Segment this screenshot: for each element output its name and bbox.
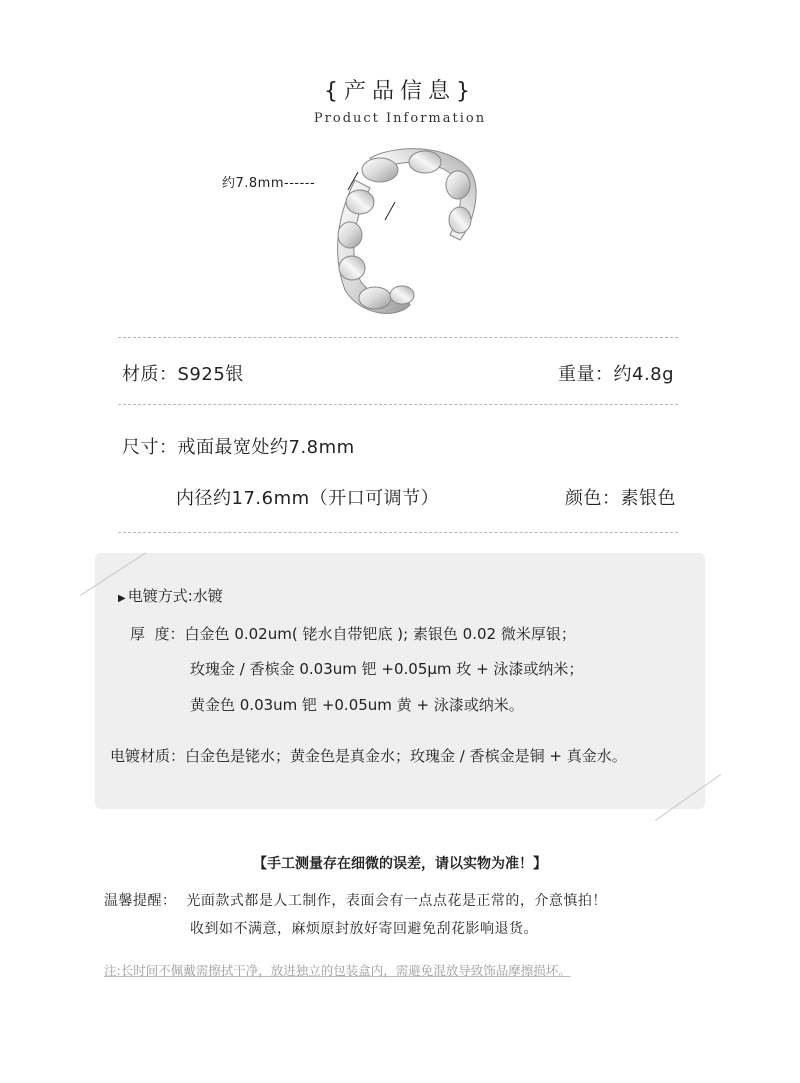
size-spec-line1: 尺寸：戒面最宽处约7.8mm (122, 437, 355, 458)
handmade-notice: 【手工测量存在细微的误差，请以实物为准！】 (253, 856, 547, 872)
size-spec-line2: 内径约17.6mm（开口可调节） (176, 488, 440, 509)
ring-image (300, 140, 500, 330)
page-subtitle: Product Information (313, 111, 487, 126)
ring-width-label: 约7.8mm------ (222, 176, 316, 191)
page-title: {产品信息} (324, 79, 476, 104)
thickness-label: 厚 度： (130, 625, 185, 643)
material-spec: 材质：S925银 (122, 364, 244, 385)
plating-method: ▶ 电镀方式:水镀 (118, 587, 223, 605)
separator-3 (118, 532, 678, 533)
plating-thickness-line2: 玫瑰金 / 香槟金 0.03um 钯 +0.05μm 玫 + 泳漆或纳米； (190, 660, 584, 678)
plating-thickness-line1: 厚 度：白金色 0.02um( 铑水自带钯底 ); 素银色 0.02 微米厚银； (130, 625, 576, 643)
color-spec: 颜色：素银色 (565, 488, 676, 509)
plating-thickness-line3: 黄金色 0.03um 钯 +0.05um 黄 + 泳漆或纳米。 (190, 696, 524, 714)
tip-line-2: 收到如不满意，麻烦原封放好寄回避免刮花影响退货。 (190, 921, 538, 937)
separator-2 (118, 404, 678, 405)
weight-spec: 重量：约4.8g (558, 364, 675, 385)
plating-material: 电镀材质：白金色是铑水；黄金色是真金水；玫瑰金 / 香槟金是铜 + 真金水。 (110, 747, 627, 765)
triangle-bullet-icon: ▶ (118, 593, 126, 604)
tip-line-1: 温馨提醒： 光面款式都是人工制作，表面会有一点点花是正常的，介意慎拍！ (104, 893, 607, 909)
care-note: 注:长时间不佩戴需擦拭干净，放进独立的包装盒内，需避免混放导致饰品摩擦损坏。 (104, 963, 571, 978)
separator-1 (118, 337, 678, 338)
